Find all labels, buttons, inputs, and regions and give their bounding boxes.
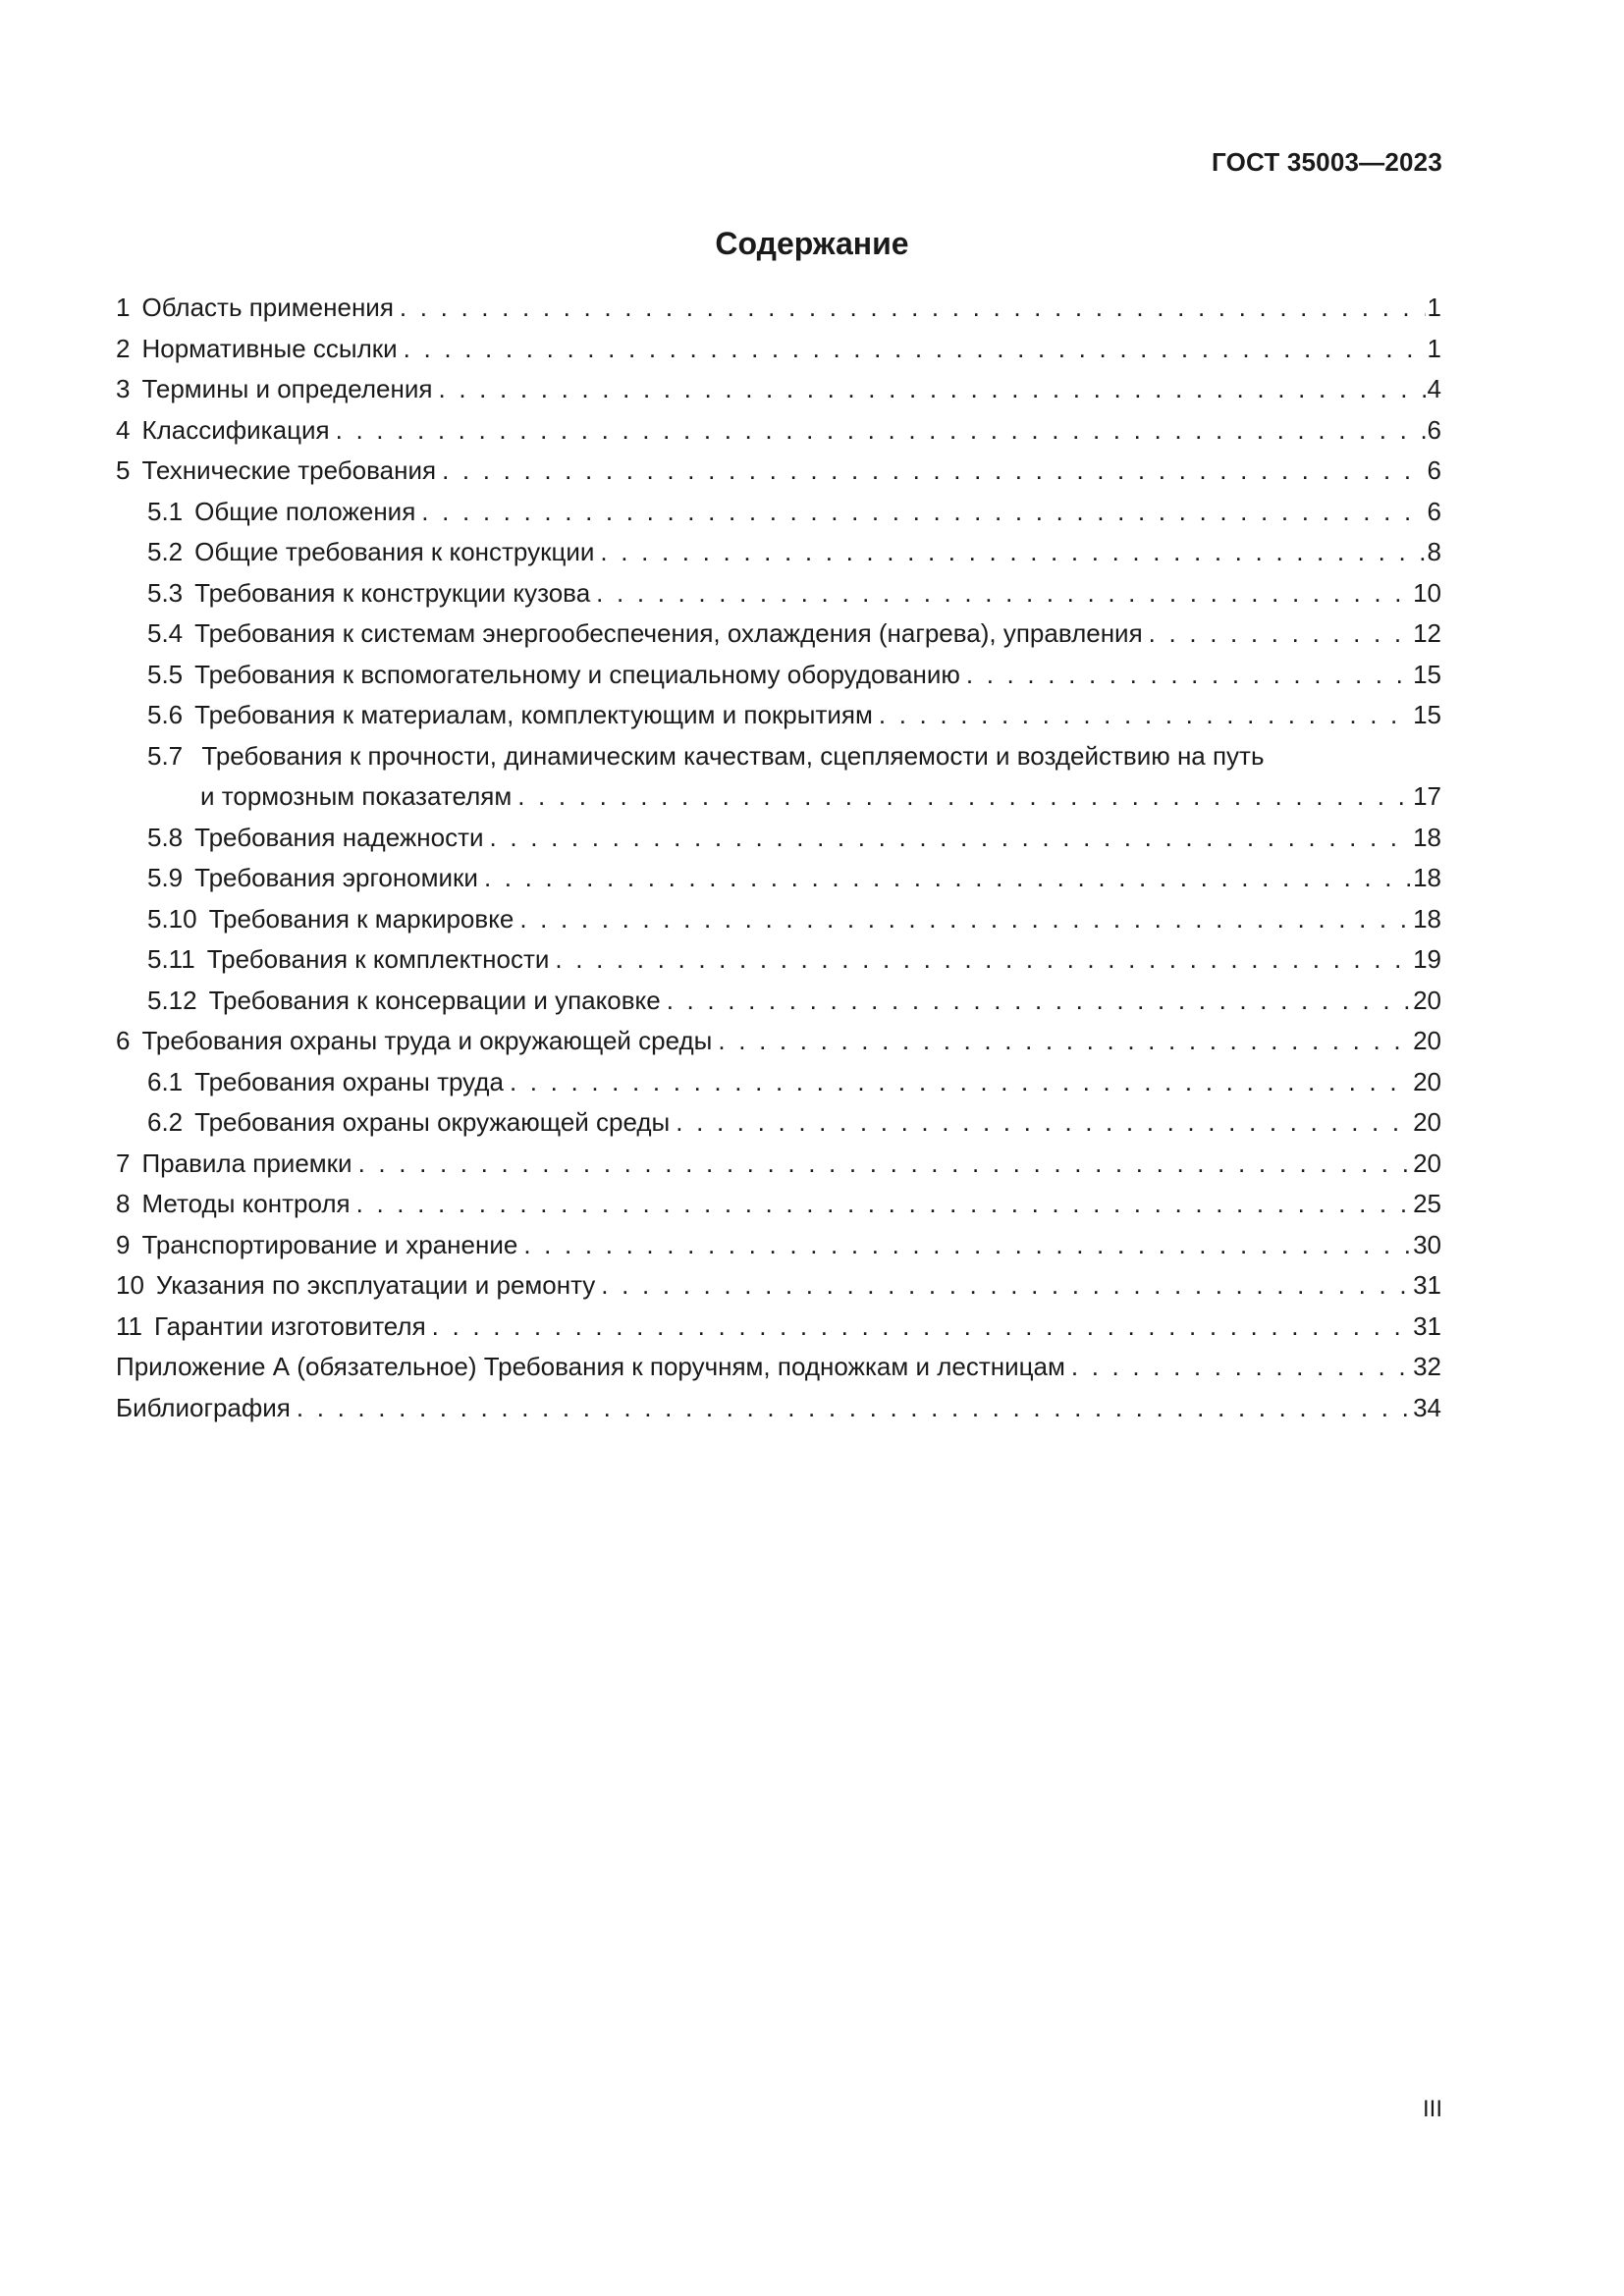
toc-entry-number: 1 xyxy=(116,293,131,322)
dot-leader xyxy=(519,899,1411,940)
toc-entry-page: 8 xyxy=(1427,537,1441,566)
toc-entry-number: 5.12 xyxy=(147,985,197,1015)
toc-entry-appendix[interactable] xyxy=(116,1347,1441,1388)
dot-leader xyxy=(442,451,1425,492)
toc-entry[interactable] xyxy=(116,981,1441,1022)
toc-entry[interactable] xyxy=(116,1225,1441,1266)
dot-leader xyxy=(517,776,1411,818)
toc-entry-multiline[interactable] xyxy=(116,736,1441,818)
toc-entry-page: 18 xyxy=(1413,863,1441,892)
toc-entry[interactable] xyxy=(116,1265,1441,1307)
toc-entry-number: 5.10 xyxy=(147,903,197,934)
toc-entry[interactable] xyxy=(116,614,1441,655)
toc-entry-title: Классификация xyxy=(141,414,330,445)
dot-leader xyxy=(1149,614,1411,655)
toc-entry-title: Требования к маркировке xyxy=(208,903,514,934)
toc-entry-number: 8 xyxy=(116,1189,131,1218)
dot-leader xyxy=(421,492,1425,533)
toc-entry[interactable] xyxy=(116,655,1441,696)
toc-entry-number: 6.2 xyxy=(147,1107,184,1137)
toc-entry-number: 6.1 xyxy=(147,1066,184,1096)
page-number: III xyxy=(1422,2096,1442,2122)
toc-entry-number: 5.6 xyxy=(147,700,184,729)
toc-entry-title: Термины и определения xyxy=(141,374,433,403)
dot-leader xyxy=(356,1184,1411,1225)
toc-entry-title: Требования надежности xyxy=(194,822,484,852)
dot-leader xyxy=(601,1265,1411,1307)
table-of-contents xyxy=(116,288,1441,1428)
toc-entry-page: 6 xyxy=(1427,455,1441,485)
toc-entry-page: 20 xyxy=(1413,1107,1441,1137)
toc-entry[interactable] xyxy=(116,369,1441,410)
toc-entry-number: 5.2 xyxy=(147,537,184,566)
toc-entry[interactable] xyxy=(116,899,1441,940)
toc-entry[interactable] xyxy=(116,1144,1441,1185)
toc-entry-title: Требования к конструкции кузова xyxy=(194,577,591,608)
toc-entry-page: 31 xyxy=(1413,1270,1441,1300)
toc-entry-page: 17 xyxy=(1413,781,1441,811)
toc-entry-first-line xyxy=(147,736,1441,777)
dot-leader xyxy=(510,1062,1411,1103)
toc-entry[interactable] xyxy=(116,818,1441,859)
dot-leader xyxy=(718,1021,1411,1062)
toc-entry[interactable] xyxy=(116,1062,1441,1103)
toc-entry[interactable] xyxy=(116,492,1441,533)
toc-entry-title: Указания по эксплуатации и ремонту xyxy=(155,1270,596,1300)
toc-entry-page: 10 xyxy=(1413,577,1441,608)
toc-entry-page: 6 xyxy=(1427,414,1441,445)
toc-entry[interactable] xyxy=(116,451,1441,492)
toc-entry-page: 20 xyxy=(1413,1148,1441,1178)
toc-entry[interactable] xyxy=(116,695,1441,736)
toc-entry-title: Гарантии изготовителя xyxy=(154,1310,426,1341)
dot-leader xyxy=(358,1144,1412,1185)
dot-leader xyxy=(879,695,1411,736)
toc-entry-title: Приложение А (обязательное) Требования к поручням, подножкам и лестницам xyxy=(116,1352,1065,1381)
toc-entry-page: 12 xyxy=(1413,618,1441,648)
toc-entry-page: 4 xyxy=(1427,374,1441,403)
toc-entry-page: 19 xyxy=(1413,944,1441,974)
toc-entry-title: Технические требования xyxy=(141,455,437,485)
toc-entry-title: Транспортирование и хранение xyxy=(141,1229,518,1259)
toc-entry-page: 20 xyxy=(1413,1066,1441,1096)
dot-leader xyxy=(600,532,1425,573)
toc-entry-number: 5.3 xyxy=(147,577,184,608)
toc-entry-title: Методы контроля xyxy=(141,1189,351,1218)
dot-leader xyxy=(676,1102,1411,1144)
dot-leader xyxy=(555,939,1411,981)
toc-entry-title: Требования к вспомогательному и специальному оборудованию xyxy=(194,659,960,689)
toc-entry[interactable] xyxy=(116,1102,1441,1144)
toc-entry-title: Требования охраны труда xyxy=(194,1066,504,1096)
toc-entry-title: Требования к консервации и упаковке xyxy=(208,985,661,1015)
toc-entry-page: 6 xyxy=(1427,496,1441,526)
toc-entry-title: Правила приемки xyxy=(141,1148,352,1178)
toc-title: Содержание xyxy=(715,226,909,261)
dot-leader xyxy=(523,1225,1411,1266)
toc-entry-bibliography[interactable] xyxy=(116,1388,1441,1429)
dot-leader xyxy=(336,410,1426,452)
toc-entry-title: Общие положения xyxy=(194,496,416,526)
toc-entry-page: 31 xyxy=(1413,1310,1441,1341)
dot-leader xyxy=(432,1307,1411,1348)
toc-entry-number: 5 xyxy=(116,455,131,485)
toc-entry-number: 5.4 xyxy=(147,618,184,648)
dot-leader xyxy=(404,329,1426,370)
toc-entry-page: 18 xyxy=(1413,822,1441,852)
toc-entry[interactable] xyxy=(116,573,1441,614)
toc-entry-page: 30 xyxy=(1413,1229,1441,1259)
toc-entry-number: 5.9 xyxy=(147,863,184,892)
dot-leader xyxy=(490,818,1412,859)
toc-entry-number: 10 xyxy=(116,1270,144,1300)
toc-entry-page: 1 xyxy=(1427,333,1441,363)
toc-entry-number: 9 xyxy=(116,1229,131,1259)
dot-leader xyxy=(484,858,1411,899)
toc-entry-page: 20 xyxy=(1413,1026,1441,1055)
dot-leader xyxy=(596,573,1411,614)
toc-entry-number: 5.5 xyxy=(147,659,184,689)
toc-entry[interactable] xyxy=(116,939,1441,981)
toc-entry-title: Требования охраны труда и окружающей среды xyxy=(141,1026,713,1055)
toc-entry-number: 5.1 xyxy=(147,496,184,526)
toc-entry-page: 15 xyxy=(1413,659,1441,689)
toc-entry-title: Требования эргономики xyxy=(194,863,478,892)
toc-entry-page: 20 xyxy=(1413,985,1441,1015)
dot-leader xyxy=(400,288,1426,329)
toc-entry-number: 2 xyxy=(116,333,131,363)
toc-entry-continuation xyxy=(147,776,1441,818)
toc-entry[interactable] xyxy=(116,858,1441,899)
dot-leader xyxy=(438,369,1425,410)
toc-entry[interactable] xyxy=(116,1307,1441,1348)
toc-entry[interactable] xyxy=(116,1021,1441,1062)
toc-entry[interactable] xyxy=(116,1184,1441,1225)
dot-leader xyxy=(1071,1347,1411,1388)
toc-entry[interactable] xyxy=(116,329,1441,370)
toc-entry-page: 25 xyxy=(1413,1189,1441,1218)
toc-entry-page: 18 xyxy=(1413,903,1441,934)
toc-entry-title-continuation: и тормозным показателям xyxy=(200,781,513,811)
toc-entry-page: 1 xyxy=(1427,293,1441,322)
toc-entry-title: Область применения xyxy=(141,293,394,322)
toc-entry[interactable] xyxy=(116,532,1441,573)
toc-entry-title: Требования к системам энергообеспечения, охлаждения (нагрева), управления xyxy=(194,618,1143,648)
toc-entry-title: Требования к материалам, комплектующим и покрытиям xyxy=(194,700,873,729)
toc-entry-page: 32 xyxy=(1413,1352,1441,1381)
toc-entry-number: 5.7 xyxy=(147,740,184,771)
toc-entry-number: 5.8 xyxy=(147,822,184,852)
dot-leader xyxy=(667,981,1411,1022)
toc-entry-title: Требования к комплектности xyxy=(206,944,550,974)
toc-entry-number: 6 xyxy=(116,1026,131,1055)
toc-entry-title: Библиография xyxy=(116,1392,291,1422)
toc-entry-title: Общие требования к конструкции xyxy=(194,537,595,566)
document-code: ГОСТ 35003—2023 xyxy=(1212,147,1442,177)
dot-leader xyxy=(966,655,1411,696)
toc-entry-title: Требования охраны окружающей среды xyxy=(194,1107,671,1137)
toc-entry-number: 11 xyxy=(116,1310,142,1341)
dot-leader xyxy=(297,1388,1411,1429)
toc-entry-number: 5.11 xyxy=(147,944,195,974)
toc-entry-number: 4 xyxy=(116,414,131,445)
toc-entry-title: Нормативные ссылки xyxy=(141,333,398,363)
toc-entry[interactable] xyxy=(116,410,1441,452)
toc-entry-page: 15 xyxy=(1413,700,1441,729)
toc-entry-title: Требования к прочности, динамическим качествам, сцепляемости и воздействию на путь xyxy=(201,740,1265,771)
toc-entry-number: 3 xyxy=(116,374,131,403)
toc-entry[interactable] xyxy=(116,288,1441,329)
toc-entry-number: 7 xyxy=(116,1148,131,1178)
toc-entry-page: 34 xyxy=(1413,1392,1441,1422)
